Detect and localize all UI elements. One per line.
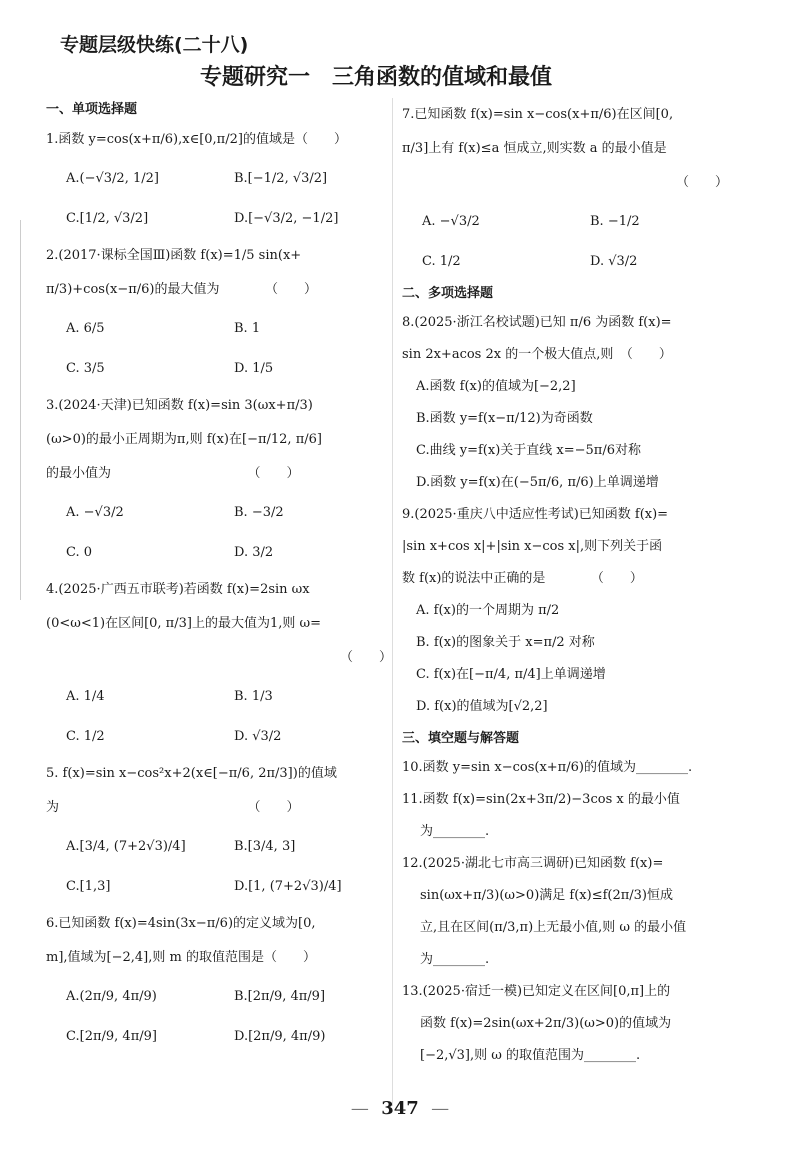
question-text-line: [−2,√3],则 ω 的取值范围为________. (420, 1048, 641, 1063)
question-text-line: （ ） (339, 650, 392, 665)
question-text-line: 8.(2025·浙江名校试题)已知 π/6 为函数 f(x)= (402, 315, 672, 330)
question-text: 1.函数 y=cos(x+π/6),x∈[0,π/2]的值域是（ ） (46, 132, 347, 147)
footer-dash-left: — (350, 1098, 369, 1119)
section-heading-multiple-choice: 二、多项选择题 (402, 286, 494, 301)
option-a: A.[3/4, (7+2√3)/4] (66, 839, 186, 854)
section-heading-fill-in: 三、填空题与解答题 (402, 731, 520, 746)
question-text-line: （ ） (675, 175, 728, 190)
option-d: D. √3/2 (590, 254, 638, 269)
footer-dash-right: — (431, 1098, 450, 1119)
left-column (46, 98, 396, 1057)
option-b: B. −1/2 (590, 214, 640, 229)
option-a: A. 1/4 (66, 689, 105, 704)
question-text-line: 函数 f(x)=2sin(ωx+2π/3)(ω>0)的值域为 (420, 1016, 672, 1031)
option-b: B. 1/3 (234, 689, 273, 704)
option-b: B.[−1/2, √3/2] (234, 171, 328, 186)
question-7 (402, 98, 758, 282)
question-8 (402, 307, 758, 499)
question-6 (46, 907, 396, 1057)
option-d: D.[2π/9, 4π/9) (234, 1029, 326, 1044)
question-text-line: (0<ω<1)在区间[0, π/3]上的最大值为1,则 ω= (46, 616, 321, 631)
option-d: D.函数 y=f(x)在(−5π/6, π/6)上单调递增 (416, 475, 659, 490)
question-text-line: π/3)+cos(x−π/6)的最大值为 （ ） (46, 282, 318, 297)
question-text-line: 3.(2024·天津)已知函数 f(x)=sin 3(ωx+π/3) (46, 398, 313, 413)
question-3 (46, 389, 396, 573)
question-9 (402, 499, 758, 723)
option-c: C. 1/2 (422, 254, 461, 269)
option-a: A. 6/5 (66, 321, 105, 336)
question-text-line: 7.已知函数 f(x)=sin x−cos(x+π/6)在区间[0, (402, 107, 674, 122)
option-c: C. 3/5 (66, 361, 105, 376)
option-d: D.[1, (7+2√3)/4] (234, 879, 342, 894)
question-1 (46, 123, 396, 239)
option-c: C. 0 (66, 545, 93, 560)
option-b: B.[3/4, 3] (234, 839, 296, 854)
question-13 (402, 976, 758, 1072)
option-c: C.[2π/9, 4π/9] (66, 1029, 157, 1044)
option-b: B. −3/2 (234, 505, 284, 520)
option-a: A.(−√3/2, 1/2] (66, 171, 159, 186)
series-heading: 专题层级快练(二十八) (60, 34, 249, 56)
margin-line (20, 220, 21, 600)
question-4 (46, 573, 396, 757)
question-text-line: 为________. (420, 824, 490, 839)
question-text-line: 立,且在区间(π/3,π)上无最小值,则 ω 的最小值 (420, 920, 687, 935)
option-c: C.[1/2, √3/2] (66, 211, 149, 226)
question-text-line: 10.函数 y=sin x−cos(x+π/6)的值域为________. (402, 760, 693, 775)
question-text-line: 13.(2025·宿迁一模)已知定义在区间[0,π]上的 (402, 984, 671, 999)
question-text-line: 数 f(x)的说法中正确的是 （ ） (402, 571, 643, 586)
question-text-line: sin 2x+acos 2x 的一个极大值点,则 （ ） (402, 347, 672, 362)
question-text-line: sin(ωx+π/3)(ω>0)满足 f(x)≤f(2π/3)恒成 (420, 888, 674, 903)
question-text-line: 6.已知函数 f(x)=4sin(3x−π/6)的定义域为[0, (46, 916, 316, 931)
question-text-line: (ω>0)的最小正周期为π,则 f(x)在[−π/12, π/6] (46, 432, 322, 447)
option-d: D. f(x)的值域为[√2,2] (416, 699, 548, 714)
option-a: A. f(x)的一个周期为 π/2 (416, 603, 560, 618)
question-text-line: 9.(2025·重庆八中适应性考试)已知函数 f(x)= (402, 507, 669, 522)
question-text-line: 为 （ ） (46, 800, 300, 815)
question-5 (46, 757, 396, 907)
question-text-line: 5. f(x)=sin x−cos²x+2(x∈[−π/6, 2π/3])的值域 (46, 766, 337, 781)
option-d: D. 3/2 (234, 545, 274, 560)
section-heading-single-choice: 一、单项选择题 (46, 102, 138, 117)
option-a: A.(2π/9, 4π/9) (66, 989, 157, 1004)
option-c: C.曲线 y=f(x)关于直线 x=−5π/6对称 (416, 443, 641, 458)
column-divider (392, 98, 393, 1106)
question-2 (46, 239, 396, 389)
question-text-line: 12.(2025·湖北七市高三调研)已知函数 f(x)= (402, 856, 664, 871)
page-number: 347 (381, 1098, 419, 1119)
option-a: A. −√3/2 (66, 505, 124, 520)
question-10 (402, 752, 758, 784)
question-text-line: 为________. (420, 952, 490, 967)
option-b: B.[2π/9, 4π/9] (234, 989, 326, 1004)
option-b: B. 1 (234, 321, 261, 336)
question-text-line: π/3]上有 f(x)≤a 恒成立,则实数 a 的最小值是 (402, 141, 667, 156)
option-d: D. 1/5 (234, 361, 274, 376)
question-text-line: 的最小值为 （ ） (46, 466, 300, 481)
question-text-line: 4.(2025·广西五市联考)若函数 f(x)=2sin ωx (46, 582, 310, 597)
option-b: B.函数 y=f(x−π/12)为奇函数 (416, 411, 593, 426)
option-a: A. −√3/2 (422, 214, 480, 229)
page-number-footer (0, 1098, 800, 1119)
right-column (402, 98, 758, 1072)
option-b: B. f(x)的图象关于 x=π/2 对称 (416, 635, 595, 650)
option-c: C. 1/2 (66, 729, 105, 744)
option-c: C. f(x)在[−π/4, π/4]上单调递增 (416, 667, 606, 682)
page-title: 专题研究一 三角函数的值域和最值 (200, 65, 553, 90)
question-12 (402, 848, 758, 976)
option-d: D.[−√3/2, −1/2] (234, 211, 339, 226)
question-11 (402, 784, 758, 848)
question-text-line: 2.(2017·课标全国Ⅲ)函数 f(x)=1/5 sin(x+ (46, 248, 302, 263)
question-text-line: |sin x+cos x|+|sin x−cos x|,则下列关于函 (402, 539, 663, 554)
option-c: C.[1,3] (66, 879, 111, 894)
question-text-line: m],值域为[−2,4],则 m 的取值范围是（ ） (46, 950, 316, 965)
question-text-line: 11.函数 f(x)=sin(2x+3π/2)−3cos x 的最小值 (402, 792, 680, 807)
option-a: A.函数 f(x)的值域为[−2,2] (416, 379, 576, 394)
option-d: D. √3/2 (234, 729, 282, 744)
